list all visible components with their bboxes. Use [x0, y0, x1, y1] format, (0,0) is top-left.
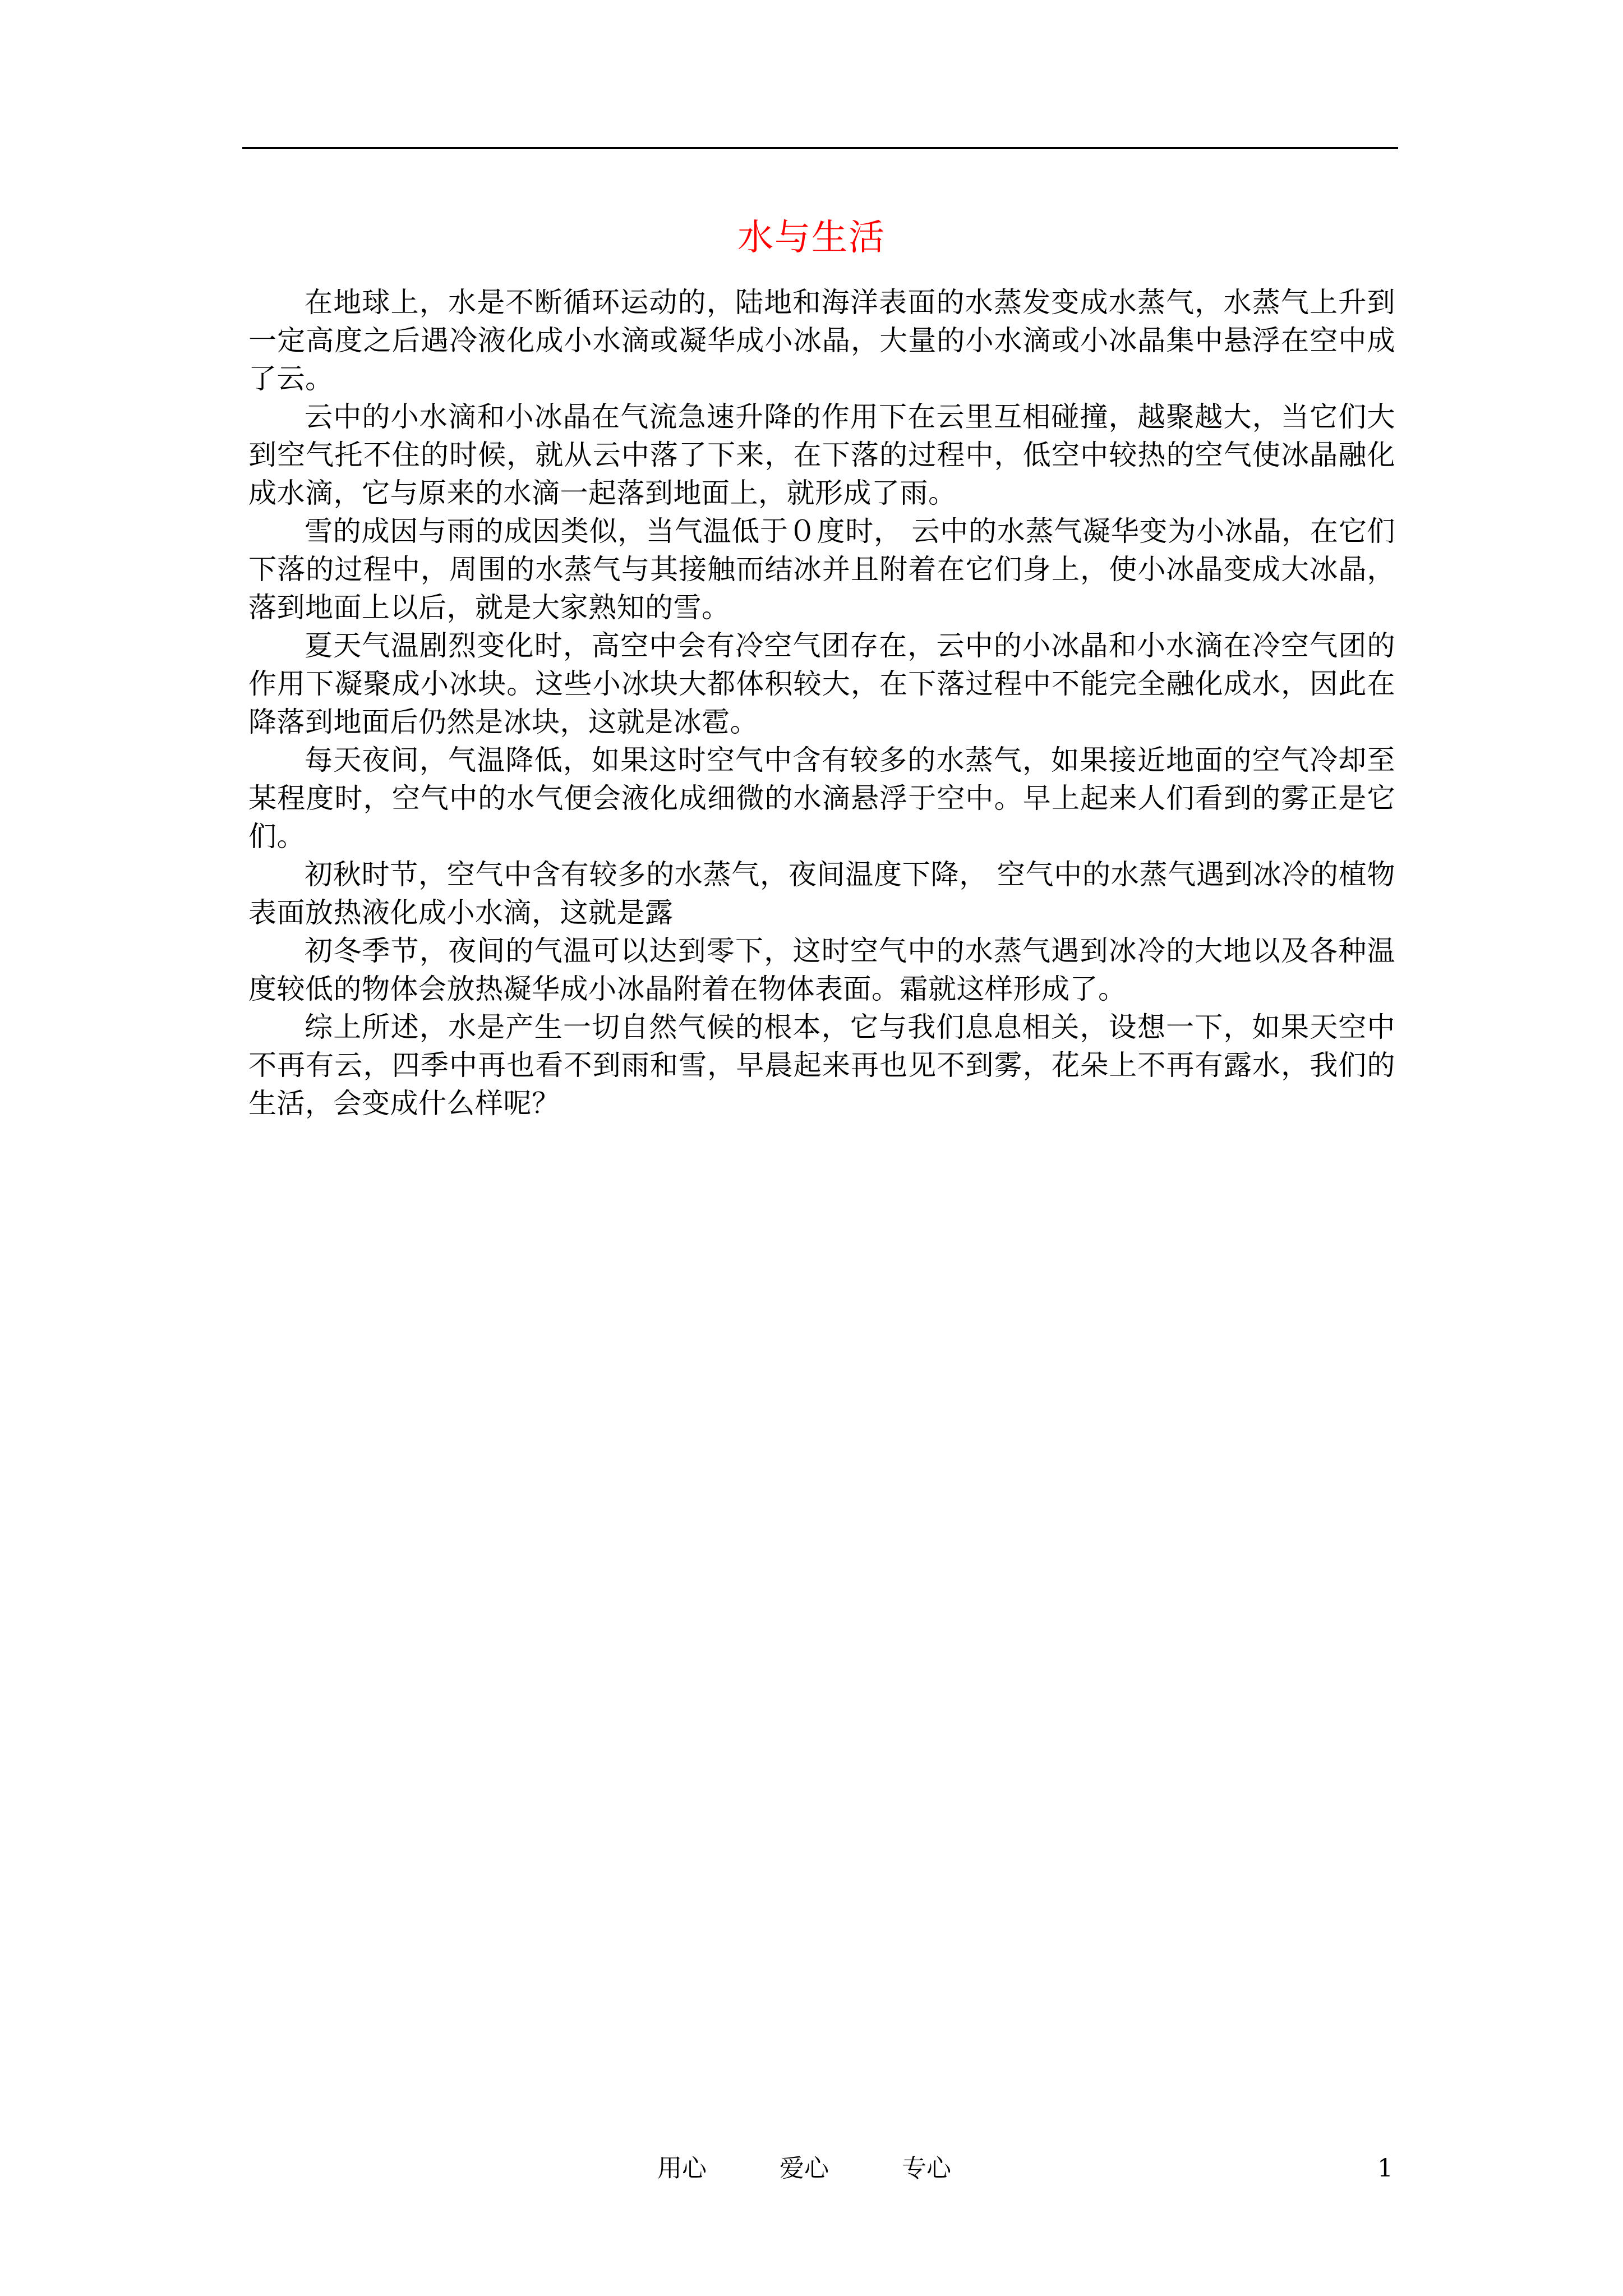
paragraph: 每天夜间，气温降低，如果这时空气中含有较多的水蒸气，如果接近地面的空气冷却至某程度时，空气中的水气便会液化成细微的水滴悬浮于空中。早上起来人们看到的雾正是它们。 [248, 744, 1395, 853]
header-rule [242, 147, 1398, 149]
footer-motto-item: 爱心 [780, 2154, 829, 2183]
page-footer [0, 2152, 1623, 2185]
footer-motto-item: 专心 [902, 2154, 951, 2183]
document-title: 水与生活 [737, 217, 886, 259]
paragraph: 云中的小水滴和小冰晶在气流急速升降的作用下在云里互相碰撞，越聚越大，当它们大到空气托不住的时候，就从云中落了下来，在下落的过程中，低空中较热的空气使冰晶融化成水滴，它与原来的水滴一起落到地面上，就形成了雨。 [248, 401, 1395, 509]
footer-motto-item: 用心 [657, 2154, 707, 2183]
paragraph: 夏天气温剧烈变化时，高空中会有冷空气团存在，云中的小冰晶和小水滴在冷空气团的作用下凝聚成小冰块。这些小冰块大都体积较大，在下落过程中不能完全融化成水，因此在降落到地面后仍然是冰块，这就是冰雹。 [248, 629, 1395, 738]
paragraph: 初冬季节，夜间的气温可以达到零下，这时空气中的水蒸气遇到冰冷的大地以及各种温度较低的物体会放热凝华成小冰晶附着在物体表面。霜就这样形成了。 [248, 935, 1395, 1005]
paragraph: 综上所述，水是产生一切自然气候的根本，它与我们息息相关，设想一下，如果天空中不再有云，四季中再也看不到雨和雪，早晨起来再也见不到雾，花朵上不再有露水，我们的生活，会变成什么样呢？ [248, 1011, 1395, 1120]
paragraph: 在地球上，水是不断循环运动的，陆地和海洋表面的水蒸发变成水蒸气，水蒸气上升到一定高度之后遇冷液化成小水滴或凝华成小冰晶，大量的小水滴或小冰晶集中悬浮在空中成了云。 [248, 286, 1395, 395]
article-body [248, 283, 1395, 1122]
paragraph: 雪的成因与雨的成因类似，当气温低于０度时， 云中的水蒸气凝华变为小冰晶，在它们下落的过程中，周围的水蒸气与其接触而结冰并且附着在它们身上，使小冰晶变成大冰晶，落到地面上以后，就是大家熟知的雪。 [248, 515, 1395, 624]
footer-motto [657, 2152, 951, 2185]
page-number: 1 [1377, 2154, 1393, 2183]
paragraph: 初秋时节，空气中含有较多的水蒸气，夜间温度下降， 空气中的水蒸气遇到冰冷的植物表面放热液化成小水滴，这就是露 [248, 858, 1395, 929]
